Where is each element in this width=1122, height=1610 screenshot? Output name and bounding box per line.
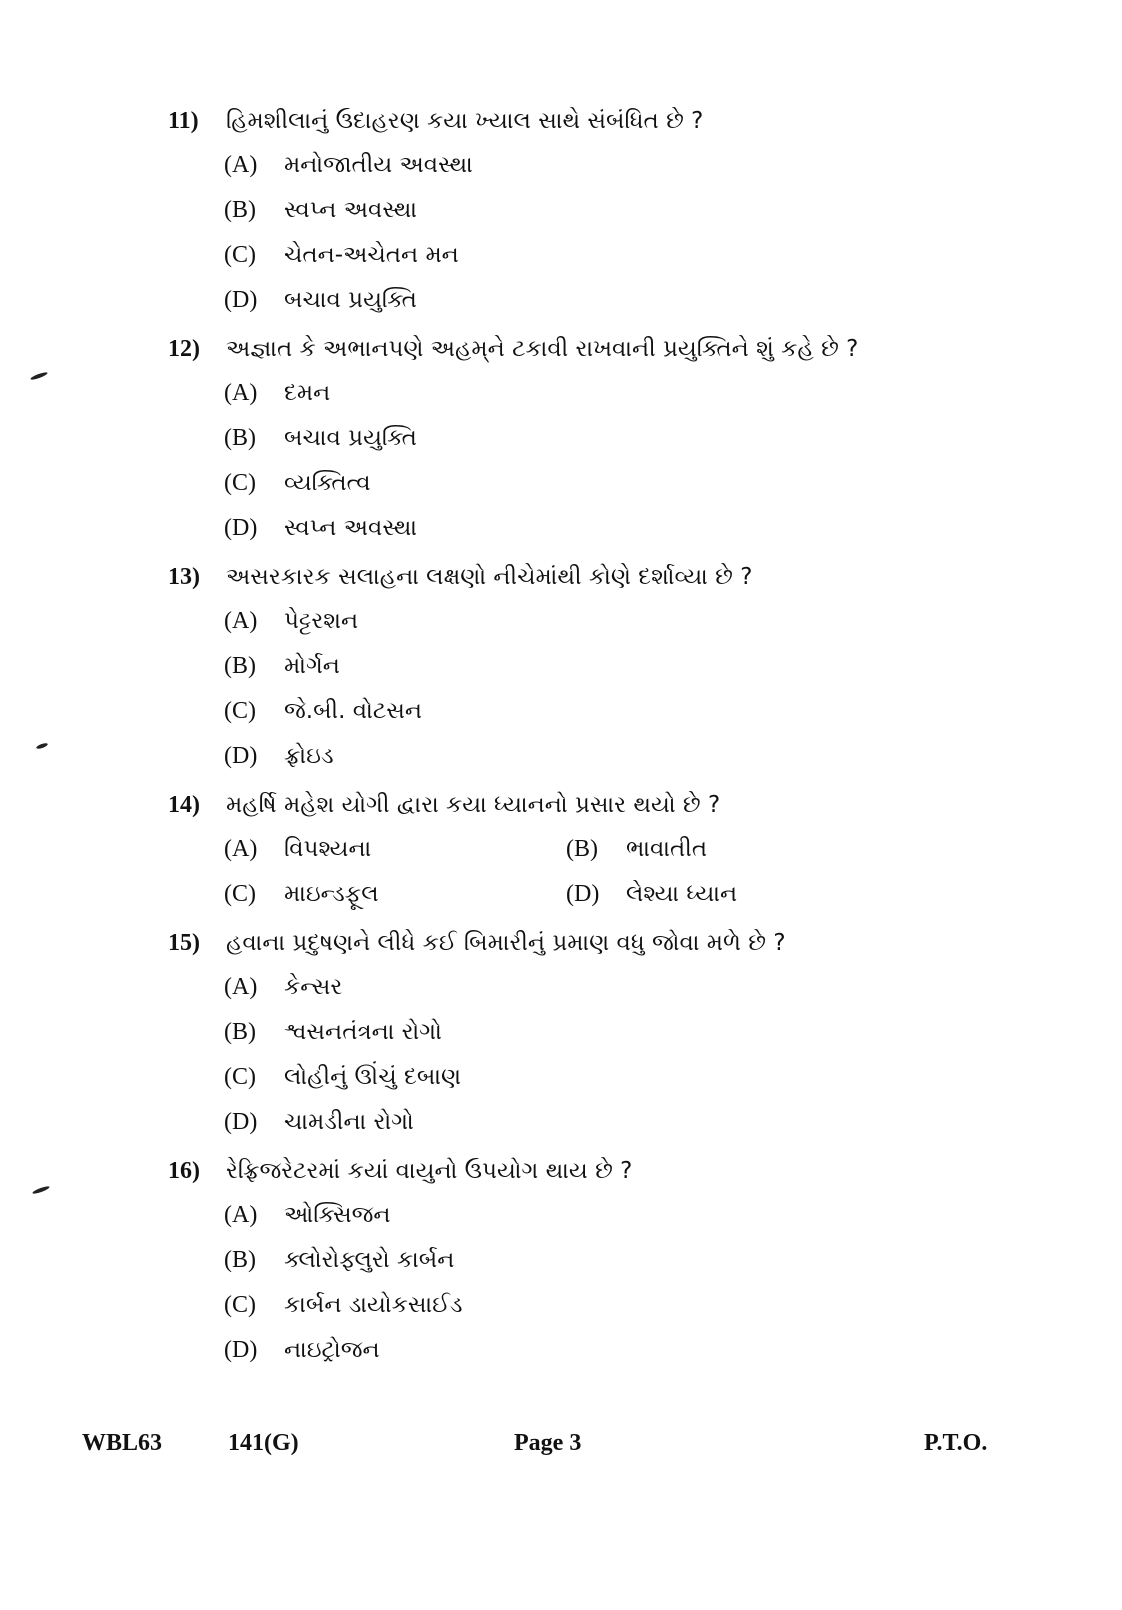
option-letter: (B)	[224, 197, 256, 223]
option-a	[168, 380, 1068, 425]
question-text: હિમશીલાનું ઉદાહરણ કયા ખ્યાલ સાથે સંબંધિત છે ?	[226, 108, 704, 134]
option-letter: (C)	[224, 242, 256, 268]
booklet-code: WBL63	[82, 1430, 163, 1456]
option-letter: (B)	[224, 653, 256, 679]
option-b	[566, 836, 908, 881]
option-text: માઇન્ડફૂલ	[284, 881, 379, 907]
question-12	[168, 336, 1068, 560]
option-text: બચાવ પ્રયુક્તિ	[284, 287, 417, 313]
option-b	[168, 425, 1068, 470]
option-letter: (A)	[224, 152, 258, 178]
option-text: ઓક્સિજન	[284, 1202, 391, 1228]
option-letter: (B)	[224, 1019, 256, 1045]
scan-mark	[32, 1185, 50, 1195]
question-number: 11)	[168, 108, 199, 134]
option-text: કાર્બન ડાયોકસાઈડ	[284, 1292, 463, 1318]
option-b	[168, 653, 1068, 698]
option-text: વિપશ્યના	[284, 836, 372, 862]
question-11	[168, 108, 1068, 332]
option-text: કેન્સર	[284, 974, 343, 1000]
option-letter: (C)	[224, 470, 256, 496]
scan-mark	[36, 742, 49, 750]
option-letter: (D)	[224, 287, 258, 313]
option-text: મનોજાતીય અવસ્થા	[284, 152, 473, 178]
question-number: 15)	[168, 930, 200, 956]
option-letter: (A)	[224, 1202, 258, 1228]
question-13	[168, 564, 1068, 788]
question-number: 14)	[168, 792, 200, 818]
question-15	[168, 930, 1068, 1154]
option-text: શ્વસનતંત્રના રોગો	[284, 1019, 442, 1045]
question-text: અસરકારક સલાહના લક્ષણો નીચેમાંથી કોણે દર્શાવ્યા છે ?	[226, 564, 753, 590]
option-letter: (C)	[224, 1064, 256, 1090]
option-letter: (C)	[224, 881, 256, 907]
option-text: વ્યક્તિત્વ	[284, 470, 371, 496]
option-a	[168, 608, 1068, 653]
option-text: મોર્ગન	[284, 653, 340, 679]
option-a	[224, 836, 566, 881]
question-number: 12)	[168, 336, 200, 362]
option-c	[168, 698, 1068, 743]
option-d	[168, 287, 1068, 332]
option-letter: (C)	[224, 698, 256, 724]
question-16	[168, 1158, 1068, 1382]
option-letter: (B)	[224, 1247, 256, 1273]
option-text: પેટ્ટરશન	[284, 608, 359, 634]
option-c	[168, 1292, 1068, 1337]
question-text: મહર્ષિ મહેશ યોગી દ્વારા કયા ધ્યાનનો પ્રસાર થયો છે ?	[226, 792, 721, 818]
scan-mark	[30, 371, 48, 381]
option-letter: (A)	[224, 836, 258, 862]
option-c	[168, 470, 1068, 515]
option-b	[168, 1019, 1068, 1064]
question-number: 13)	[168, 564, 200, 590]
option-letter: (A)	[224, 608, 258, 634]
option-text: બચાવ પ્રયુક્તિ	[284, 425, 417, 451]
option-text: ક્લોરોફ્લુરો કાર્બન	[284, 1247, 455, 1273]
option-text: દમન	[284, 380, 331, 406]
option-d	[168, 743, 1068, 788]
option-b	[168, 197, 1068, 242]
question-text: અજ્ઞાત કે અભાનપણે અહમ્‌ને ટકાવી રાખવાની પ્રયુક્તિને શું કહે છે ?	[226, 336, 859, 362]
option-letter: (B)	[566, 836, 598, 862]
question-14	[168, 792, 1068, 926]
option-letter: (D)	[224, 1109, 258, 1135]
option-text: ફ્રોઇડ	[284, 743, 334, 769]
question-number: 16)	[168, 1158, 200, 1184]
option-text: નાઇટ્રોજન	[284, 1337, 380, 1363]
option-letter: (D)	[224, 743, 258, 769]
option-letter: (B)	[224, 425, 256, 451]
option-letter: (D)	[566, 881, 600, 907]
option-letter: (A)	[224, 380, 258, 406]
option-d	[168, 515, 1068, 560]
option-a	[168, 1202, 1068, 1247]
option-text: જે.બી. વોટસન	[284, 698, 422, 724]
option-d	[566, 881, 908, 926]
option-a	[168, 974, 1068, 1019]
option-c	[168, 242, 1068, 287]
option-text: સ્વપ્ન અવસ્થા	[284, 515, 418, 541]
option-letter: (A)	[224, 974, 258, 1000]
option-text: ચેતન-અચેતન મન	[284, 242, 459, 268]
option-b	[168, 1247, 1068, 1292]
option-letter: (D)	[224, 1337, 258, 1363]
option-text: ભાવાતીત	[626, 836, 708, 862]
pto-label: P.T.O.	[924, 1430, 988, 1456]
option-text: ચામડીના રોગો	[284, 1109, 414, 1135]
option-text: સ્વપ્ન અવસ્થા	[284, 197, 418, 223]
question-text: રેફ્રિજરેટરમાં કયાં વાયુનો ઉપયોગ થાય છે ?	[226, 1158, 633, 1184]
option-c	[224, 881, 566, 926]
option-c	[168, 1064, 1068, 1109]
option-d	[168, 1109, 1068, 1154]
option-grid	[168, 836, 1068, 926]
option-d	[168, 1337, 1068, 1382]
page-footer	[0, 1430, 1122, 1464]
option-a	[168, 152, 1068, 197]
option-text: લોહીનું ઊંચું દબાણ	[284, 1064, 462, 1090]
option-letter: (C)	[224, 1292, 256, 1318]
option-text: લેશ્યા ધ્યાન	[626, 881, 738, 907]
question-text: હવાના પ્રદુષણને લીધે કઈ બિમારીનું પ્રમાણ વધુ જોવા મળે છે ?	[226, 930, 786, 956]
page-number: Page 3	[514, 1430, 582, 1456]
paper-code: 141(G)	[228, 1430, 299, 1456]
option-letter: (D)	[224, 515, 258, 541]
